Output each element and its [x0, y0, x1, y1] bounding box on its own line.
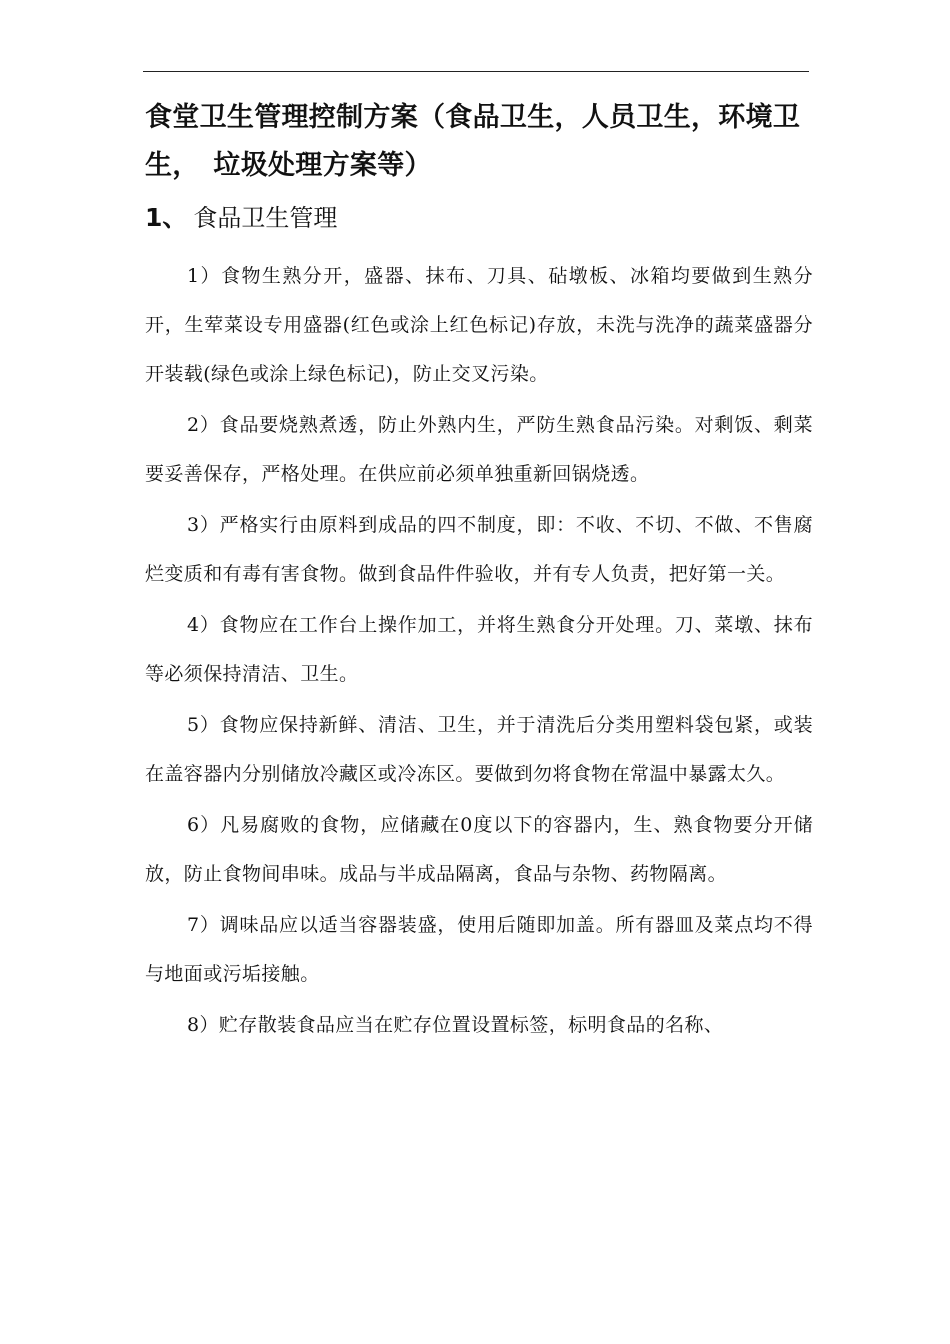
paragraph-7: 7）调味品应以适当容器装盛，使用后随即加盖。所有器皿及菜点均不得与地面或污垢接触。	[145, 914, 813, 985]
document-title: 食堂卫生管理控制方案（食品卫生，人员卫生，环境卫生， 垃圾处理方案等）	[145, 102, 801, 181]
paragraph-4: 4）食物应在工作台上操作加工，并将生熟食分开处理。刀、菜墩、抹布等必须保持清洁、卫生。	[145, 614, 813, 685]
header-rule	[143, 71, 809, 72]
paragraph-1: 1）食物生熟分开，盛器、抹布、刀具、砧墩板、冰箱均要做到生熟分开，生荤菜设专用盛器(红色或涂上红色标记)存放，未洗与洗净的蔬菜盛器分开装载(绿色或涂上绿色标记)，防止交叉污染。	[145, 265, 813, 385]
section-title: 食品卫生管理	[193, 204, 338, 232]
paragraph-6: 6）凡易腐败的食物，应储藏在0度以下的容器内，生、熟食物要分开储放，防止食物间串味。成品与半成品隔离，食品与杂物、药物隔离。	[145, 814, 813, 885]
paragraph-5: 5）食物应保持新鲜、清洁、卫生，并于清洗后分类用塑料袋包紧，或装在盖容器内分别储放冷藏区或冷冻区。要做到勿将食物在常温中暴露太久。	[145, 714, 813, 785]
paragraph-2: 2）食品要烧熟煮透，防止外熟内生，严防生熟食品污染。对剩饭、剩菜要妥善保存，严格处理。在供应前必须单独重新回锅烧透。	[145, 414, 813, 485]
paragraph-3: 3）严格实行由原料到成品的四不制度，即：不收、不切、不做、不售腐烂变质和有毒有害食物。做到食品件件验收，并有专人负责，把好第一关。	[145, 514, 813, 585]
document-body	[145, 252, 813, 1052]
paragraph-8: 8）贮存散装食品应当在贮存位置设置标签，标明食品的名称、	[187, 1014, 724, 1036]
section-heading	[145, 198, 337, 238]
section-number: 1、	[145, 203, 188, 232]
